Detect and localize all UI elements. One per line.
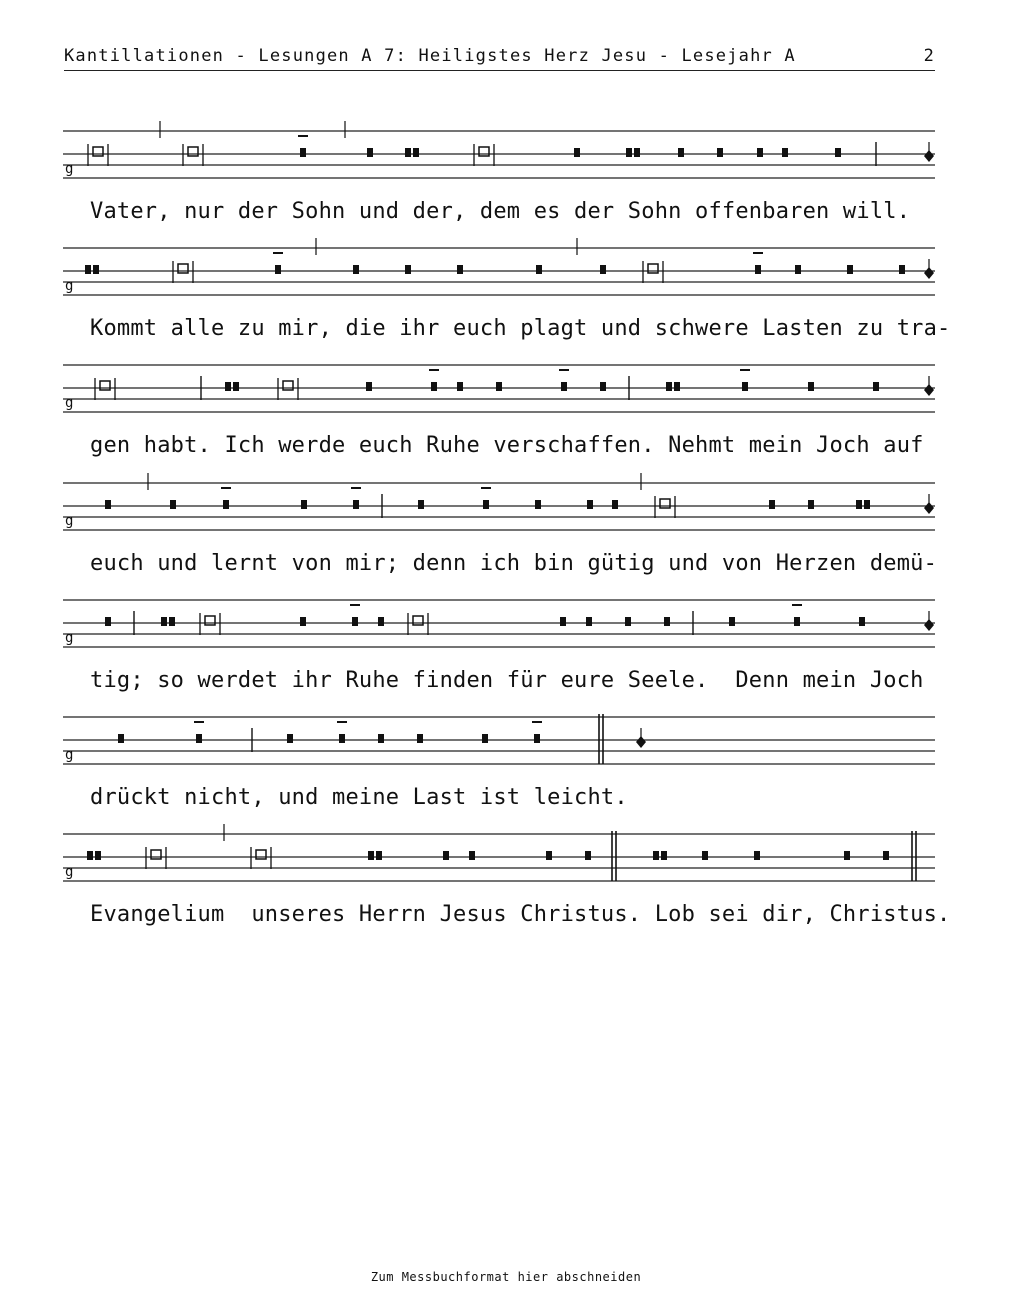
note bbox=[678, 148, 684, 157]
staff-5 bbox=[63, 597, 935, 657]
end-diamond bbox=[924, 267, 934, 279]
staff-lines bbox=[63, 248, 935, 295]
note bbox=[483, 500, 489, 509]
note bbox=[275, 265, 281, 274]
note bbox=[717, 148, 723, 157]
note bbox=[225, 382, 231, 391]
note bbox=[368, 851, 374, 860]
lyric-line-4: euch und lernt von mir; denn ich bin gütig und von Herzen demü- bbox=[90, 551, 938, 576]
note bbox=[702, 851, 708, 860]
lyric-line-2: Kommt alle zu mir, die ihr euch plagt und schwere Lasten zu tra- bbox=[90, 316, 951, 341]
note bbox=[300, 617, 306, 626]
note bbox=[105, 617, 111, 626]
note bbox=[883, 851, 889, 860]
note bbox=[353, 265, 359, 274]
note bbox=[118, 734, 124, 743]
note bbox=[653, 851, 659, 860]
note bbox=[233, 382, 239, 391]
note bbox=[352, 617, 358, 626]
staff-7 bbox=[63, 831, 935, 891]
chant-system-5 bbox=[63, 597, 935, 657]
staff-3 bbox=[63, 362, 935, 422]
lyric-line-3: gen habt. Ich werde euch Ruhe verschaffen. Nehmt mein Joch auf bbox=[90, 433, 924, 458]
note bbox=[85, 265, 91, 274]
note bbox=[300, 148, 306, 157]
note bbox=[457, 382, 463, 391]
staff-lines bbox=[63, 131, 935, 178]
chant-system-1 bbox=[63, 128, 935, 188]
note bbox=[496, 382, 502, 391]
note bbox=[769, 500, 775, 509]
note bbox=[574, 148, 580, 157]
lyric-line-1: Vater, nur der Sohn und der, dem es der Sohn offenbaren will. bbox=[90, 199, 911, 224]
note bbox=[353, 500, 359, 509]
note bbox=[561, 382, 567, 391]
note bbox=[376, 851, 382, 860]
recitation-note bbox=[479, 147, 489, 156]
chant-notes bbox=[88, 121, 934, 166]
lyric-line-6: drückt nicht, und meine Last ist leicht. bbox=[90, 785, 628, 810]
note bbox=[847, 265, 853, 274]
note bbox=[223, 500, 229, 509]
note bbox=[586, 617, 592, 626]
staff-lines bbox=[63, 483, 935, 530]
note bbox=[755, 265, 761, 274]
note bbox=[95, 851, 101, 860]
note bbox=[546, 851, 552, 860]
note bbox=[794, 617, 800, 626]
clef-mark: g bbox=[65, 278, 74, 294]
page-header bbox=[64, 44, 935, 71]
note bbox=[587, 500, 593, 509]
chant-system-7 bbox=[63, 831, 935, 891]
page-title: Kantillationen - Lesungen A 7: Heiligstes Herz Jesu - Lesejahr A bbox=[64, 46, 796, 66]
note bbox=[856, 500, 862, 509]
note bbox=[757, 148, 763, 157]
note bbox=[835, 148, 841, 157]
note bbox=[585, 851, 591, 860]
note bbox=[844, 851, 850, 860]
note bbox=[808, 382, 814, 391]
note bbox=[795, 265, 801, 274]
chant-notes bbox=[118, 714, 646, 764]
recitation-note bbox=[93, 147, 103, 156]
note bbox=[339, 734, 345, 743]
recitation-note bbox=[648, 264, 658, 273]
note bbox=[661, 851, 667, 860]
recitation-note bbox=[205, 616, 215, 625]
lyric-line-5: tig; so werdet ihr Ruhe finden für eure Seele. Denn mein Joch bbox=[90, 668, 924, 693]
note bbox=[413, 148, 419, 157]
note bbox=[378, 734, 384, 743]
note bbox=[634, 148, 640, 157]
staff-lines bbox=[63, 600, 935, 647]
note bbox=[873, 382, 879, 391]
clef-mark: g bbox=[65, 864, 74, 880]
note bbox=[405, 148, 411, 157]
recitation-note bbox=[660, 499, 670, 508]
end-diamond bbox=[924, 150, 934, 162]
clef-mark: g bbox=[65, 630, 74, 646]
clef-mark: g bbox=[65, 395, 74, 411]
note bbox=[742, 382, 748, 391]
note bbox=[864, 500, 870, 509]
cut-line-note: Zum Messbuchformat hier abschneiden bbox=[370, 1270, 642, 1284]
note bbox=[674, 382, 680, 391]
note bbox=[405, 265, 411, 274]
note bbox=[859, 617, 865, 626]
page-number: 2 bbox=[923, 46, 935, 66]
note bbox=[169, 617, 175, 626]
recitation-note bbox=[283, 381, 293, 390]
chant-notes bbox=[105, 605, 934, 635]
chant-system-3 bbox=[63, 362, 935, 422]
chant-system-6 bbox=[63, 714, 935, 774]
end-diamond bbox=[636, 736, 646, 748]
recitation-note bbox=[178, 264, 188, 273]
clef-mark: g bbox=[65, 513, 74, 529]
note bbox=[367, 148, 373, 157]
clef-mark: g bbox=[65, 161, 74, 177]
note bbox=[87, 851, 93, 860]
note bbox=[664, 617, 670, 626]
note bbox=[782, 148, 788, 157]
recitation-note bbox=[188, 147, 198, 156]
note bbox=[808, 500, 814, 509]
end-diamond bbox=[924, 619, 934, 631]
staff-6 bbox=[63, 714, 935, 774]
note bbox=[729, 617, 735, 626]
note bbox=[378, 617, 384, 626]
note bbox=[482, 734, 488, 743]
note bbox=[161, 617, 167, 626]
note bbox=[105, 500, 111, 509]
note bbox=[196, 734, 202, 743]
staff-lines bbox=[63, 717, 935, 764]
note bbox=[170, 500, 176, 509]
staff-lines bbox=[63, 834, 935, 881]
chant-notes bbox=[87, 824, 916, 881]
chant-notes bbox=[105, 473, 934, 518]
recitation-note bbox=[413, 616, 423, 625]
note bbox=[600, 265, 606, 274]
end-diamond bbox=[924, 502, 934, 514]
recitation-note bbox=[256, 850, 266, 859]
note bbox=[418, 500, 424, 509]
end-diamond bbox=[924, 384, 934, 396]
note bbox=[666, 382, 672, 391]
note bbox=[469, 851, 475, 860]
note bbox=[626, 148, 632, 157]
note bbox=[560, 617, 566, 626]
note bbox=[534, 734, 540, 743]
note bbox=[366, 382, 372, 391]
note bbox=[600, 382, 606, 391]
note bbox=[899, 265, 905, 274]
chant-system-4 bbox=[63, 480, 935, 540]
note bbox=[287, 734, 293, 743]
lyric-line-7: Evangelium unseres Herrn Jesus Christus. Lob sei dir, Christus. bbox=[90, 902, 951, 927]
staff-4 bbox=[63, 480, 935, 540]
note bbox=[443, 851, 449, 860]
staff-1 bbox=[63, 128, 935, 188]
note bbox=[431, 382, 437, 391]
recitation-note bbox=[100, 381, 110, 390]
staff-2 bbox=[63, 245, 935, 305]
note bbox=[457, 265, 463, 274]
note bbox=[535, 500, 541, 509]
note bbox=[536, 265, 542, 274]
note bbox=[417, 734, 423, 743]
note bbox=[612, 500, 618, 509]
clef-mark: g bbox=[65, 747, 74, 763]
chant-notes bbox=[85, 238, 934, 283]
note bbox=[625, 617, 631, 626]
note bbox=[93, 265, 99, 274]
note bbox=[754, 851, 760, 860]
chant-notes bbox=[95, 370, 934, 400]
note bbox=[301, 500, 307, 509]
recitation-note bbox=[151, 850, 161, 859]
chant-system-2 bbox=[63, 245, 935, 305]
